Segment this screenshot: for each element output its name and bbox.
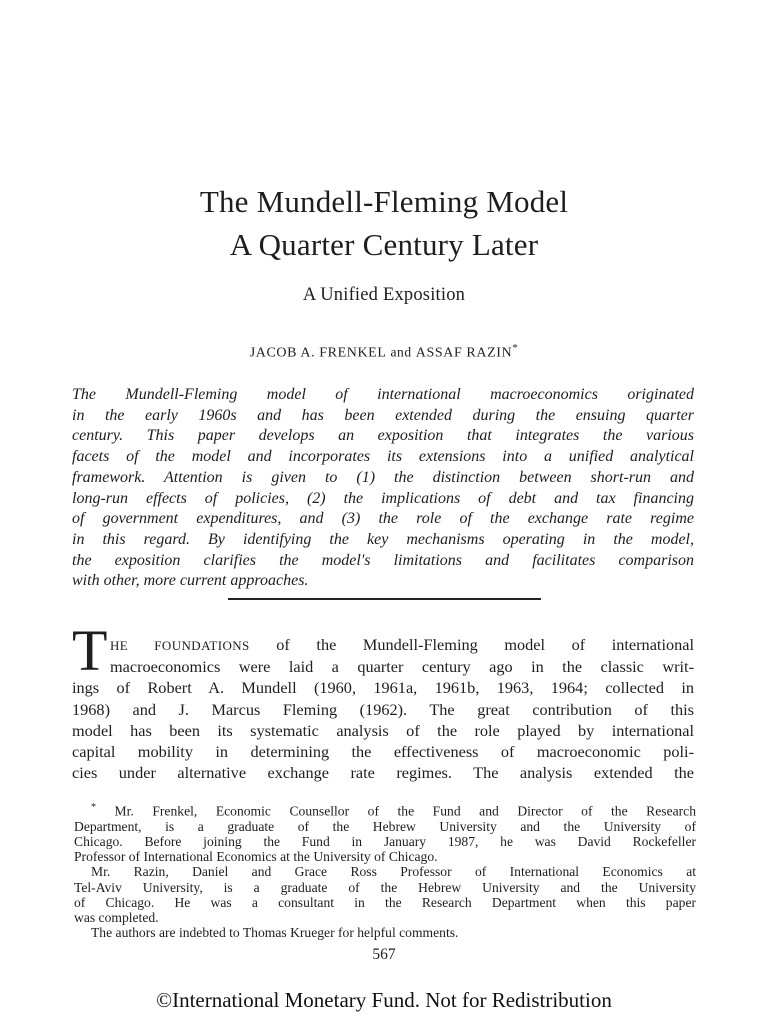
drop-cap: T [72, 618, 108, 683]
footnote-line: Mr. Razin, Daniel and Grace Ross Professor of International Economics at [91, 864, 696, 880]
footnote [74, 800, 696, 940]
footnote-line: Chicago. Before joining the Fund in January 1987, he was David Rockefeller [74, 833, 696, 849]
footnote-line: Department, is a graduate of the Hebrew University and the University of [74, 818, 696, 834]
author-footnote-mark: * [512, 342, 519, 354]
footnote-line: The authors are indebted to Thomas Krueger for helpful comments. [91, 925, 459, 941]
footnote-line: Tel-Aviv University, is a graduate of the Hebrew University and the University [74, 879, 696, 895]
abstract-line: with other, more current approaches. [72, 572, 309, 590]
body-line: 1968) and J. Marcus Fleming (1962). The great contribution of this [72, 699, 694, 719]
abstract-line: facets of the model and incorporates its extensions into a unified analytical [72, 448, 694, 466]
abstract-line: framework. Attention is given to (1) the distinction between short-run and [72, 468, 694, 486]
paper-title-line-1: The Mundell-Fleming Model [199, 184, 569, 219]
abstract-line: long-run effects of policies, (2) the implications of debt and tax financing [72, 489, 694, 507]
body-line: cies under alternative exchange rate regimes. The analysis extended the [72, 763, 694, 783]
section-divider [228, 598, 541, 600]
abstract-line: in this regard. By identifying the key mechanisms operating in the model, [72, 530, 694, 548]
small-caps-opening: HE FOUNDATIONS [110, 638, 250, 653]
abstract-line: The Mundell-Fleming model of international macroeconomics originated [72, 386, 694, 403]
abstract-line: of government expenditures, and (3) the role of the exchange rate regime [72, 510, 694, 528]
body-line: model has been its systematic analysis of the role played by international [72, 720, 694, 740]
author-1: JACOB A. FRENKEL [249, 345, 387, 361]
abstract-line: century. This paper develops an exposition that integrates the various [72, 427, 694, 445]
abstract-line: in the early 1960s and has been extended during the ensuing quarter [72, 406, 694, 424]
body-paragraph [72, 634, 694, 783]
body-line: HE FOUNDATIONS of the Mundell-Fleming model of international [110, 635, 694, 654]
footnote-line: of Chicago. He was a consultant in the Research Department when this paper [74, 894, 696, 910]
body-line: capital mobility in determining the effectiveness of macroeconomic poli- [72, 742, 694, 762]
abstract-line: the exposition clarifies the model's limitations and facilitates comparison [72, 551, 694, 569]
footnote-mark: * [91, 802, 96, 813]
page-number: 567 [372, 946, 396, 963]
copyright-notice: ©International Monetary Fund. Not for Redistribution [156, 988, 612, 1012]
footnote-line: was completed. [74, 909, 159, 925]
author-connector: and [390, 344, 412, 360]
paper-subtitle: A Unified Exposition [302, 285, 466, 305]
body-line: ings of Robert A. Mundell (1960, 1961a, 1961b, 1963, 1964; collected in [72, 678, 694, 698]
abstract [72, 385, 694, 592]
body-line: macroeconomics were laid a quarter century ago in the classic writ- [110, 657, 694, 677]
footnote-line: Professor of International Economics at the University of Chicago. [74, 849, 438, 865]
footnote-line: * Mr. Frenkel, Economic Counsellor of the Fund and Director of the Research [91, 802, 696, 819]
author-line [0, 342, 768, 362]
author-2: ASSAF RAZIN [415, 345, 513, 361]
paper-title-line-2: A Quarter Century Later [229, 227, 539, 262]
